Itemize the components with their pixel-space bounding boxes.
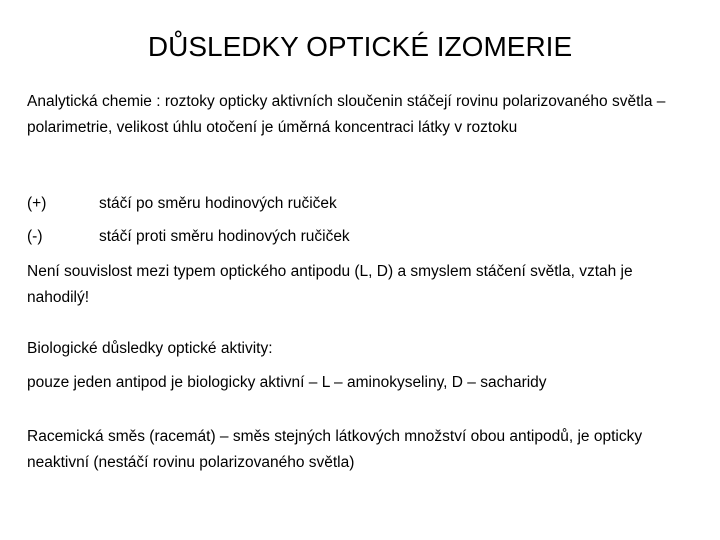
bio-heading: Biologické důsledky optické aktivity:	[27, 340, 273, 357]
no-relation-paragraph: Není souvislost mezi typem optického antipodu (L, D) a smyslem stáčení světla, vztah je nahodilý!	[27, 263, 633, 306]
rotation-sign: (-)	[27, 228, 43, 245]
bio-paragraph: pouze jeden antipod je biologicky aktivní – L – aminokyseliny, D – sacharidy	[27, 374, 547, 391]
racemate-paragraph: Racemická směs (racemát) – směs stejných látkových množství obou antipodů, je opticky neaktivní (nestáčí rovinu polarizovaného světla)	[27, 428, 643, 471]
rotation-sign: (+)	[27, 195, 47, 212]
rotation-description: stáčí proti směru hodinových ručiček	[99, 228, 350, 245]
page-title: DŮSLEDKY OPTICKÉ IZOMERIE	[147, 31, 573, 62]
rotation-description: stáčí po směru hodinových ručiček	[99, 195, 337, 212]
intro-paragraph: Analytická chemie : roztoky opticky aktivních sloučenin stáčejí rovinu polarizovaného světla – polarimetrie, velikost úhlu otočení je úměrná koncentraci látky v roztoku	[27, 93, 666, 136]
